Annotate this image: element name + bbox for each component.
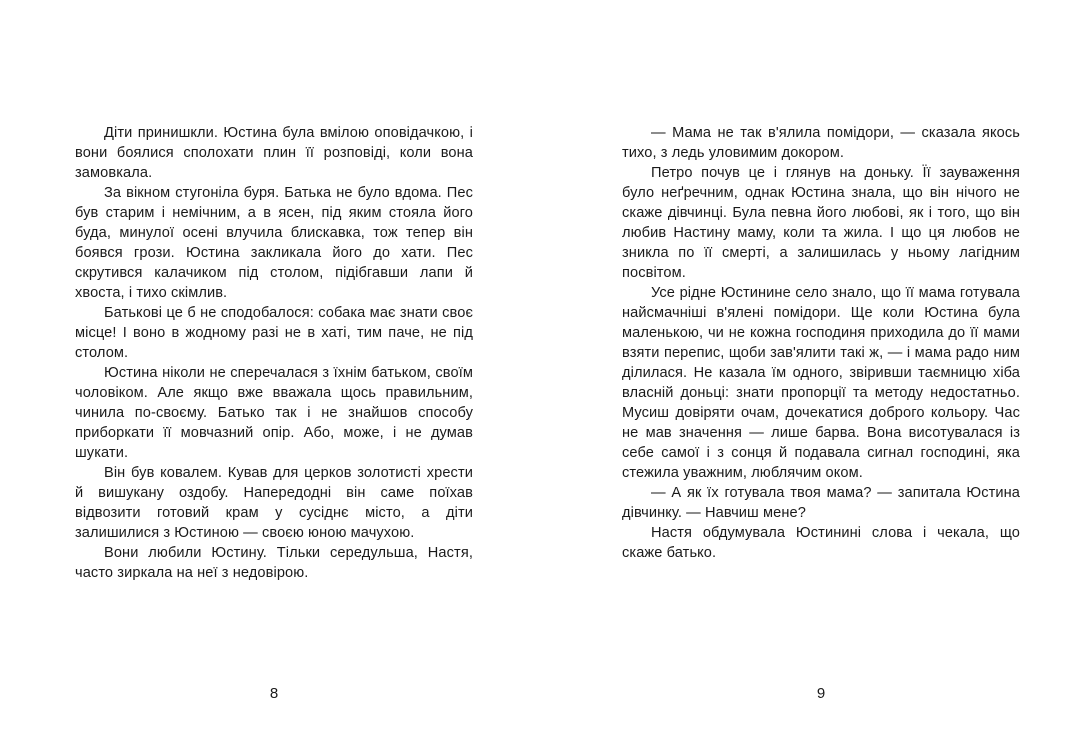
paragraph: Він був ковалем. Кував для церков золотисті хрести й вишукану оздобу. Напередодні він саме поїхав відвозити готовий крам у сусіднє місто, а діти залишилися з Юстиною — своєю юною мачухою. — [75, 465, 473, 541]
left-page-text — [75, 123, 473, 583]
page-number-left: 8 — [269, 685, 279, 702]
page-number-right: 9 — [816, 685, 826, 702]
paragraph: Усе рідне Юстинине село знало, що її мама готувала найсмачніші в'ялені помідори. Ще коли Юстина була маленькою, чи не кожна господиня приходила до її мами взяти перепис, щоби зав'ялити такі ж, — і мама радо ним ділилася. Не казала їм одного, звіривши таємницю хіба власній доньці: знати пропорції та методу недостатньо. Мусиш довіряти очам, дочекатися доброго кольору. Час не мав значення — лише барва. Вона висотувалася із себе самої і з сонця й подавала сигнал господині, яка стежила уважним, люблячим оком. — [622, 285, 1020, 481]
paragraph: — А як їх готувала твоя мама? — запитала Юстина дівчинку. — Навчиш мене? — [622, 485, 1020, 521]
paragraph: За вікном стугоніла буря. Батька не було вдома. Пес був старим і немічним, а в ясен, під яким стояла його буда, минулої осені влучила блискавка, тож тепер він боявся грози. Юстина закликала його до хати. Пес скрутився калачиком під столом, підібгавши лапи й хвоста, і тихо скімлив. — [75, 185, 473, 301]
paragraph: Вони любили Юстину. Тільки середульша, Настя, часто зиркала на неї з недовірою. — [75, 545, 473, 581]
right-page-text — [622, 123, 1020, 563]
right-page — [622, 123, 1020, 713]
paragraph: Батькові це б не сподобалося: собака має знати своє місце! І воно в жодному разі не в хаті, тим паче, не під столом. — [75, 305, 473, 361]
paragraph: Юстина ніколи не сперечалася з їхнім батьком, своїм чоловіком. Але якщо вже вважала щось правильним, чинила по-своєму. Батько так і не знайшов способу приборкати її мовчазний опір. Або, може, і не думав шукати. — [75, 365, 473, 461]
paragraph: Діти принишкли. Юстина була вмілою оповідачкою, і вони боялися сполохати плин її розповіді, коли вона замовкала. — [75, 125, 473, 181]
left-page — [75, 123, 473, 713]
paragraph: Петро почув це і глянув на доньку. Її зауваження було неґречним, однак Юстина знала, що він нічого не скаже дівчинці. Була певна його любові, як і того, що він любив Настину маму, коли та жила. І що ця любов не зникла по її смерті, а залишилась у ньому лагідним посвітом. — [622, 165, 1020, 281]
paragraph: Настя обдумувала Юстинині слова і чекала, що скаже батько. — [622, 525, 1020, 561]
paragraph: — Мама не так в'ялила помідори, — сказала якось тихо, з ледь уловимим докором. — [622, 125, 1020, 161]
